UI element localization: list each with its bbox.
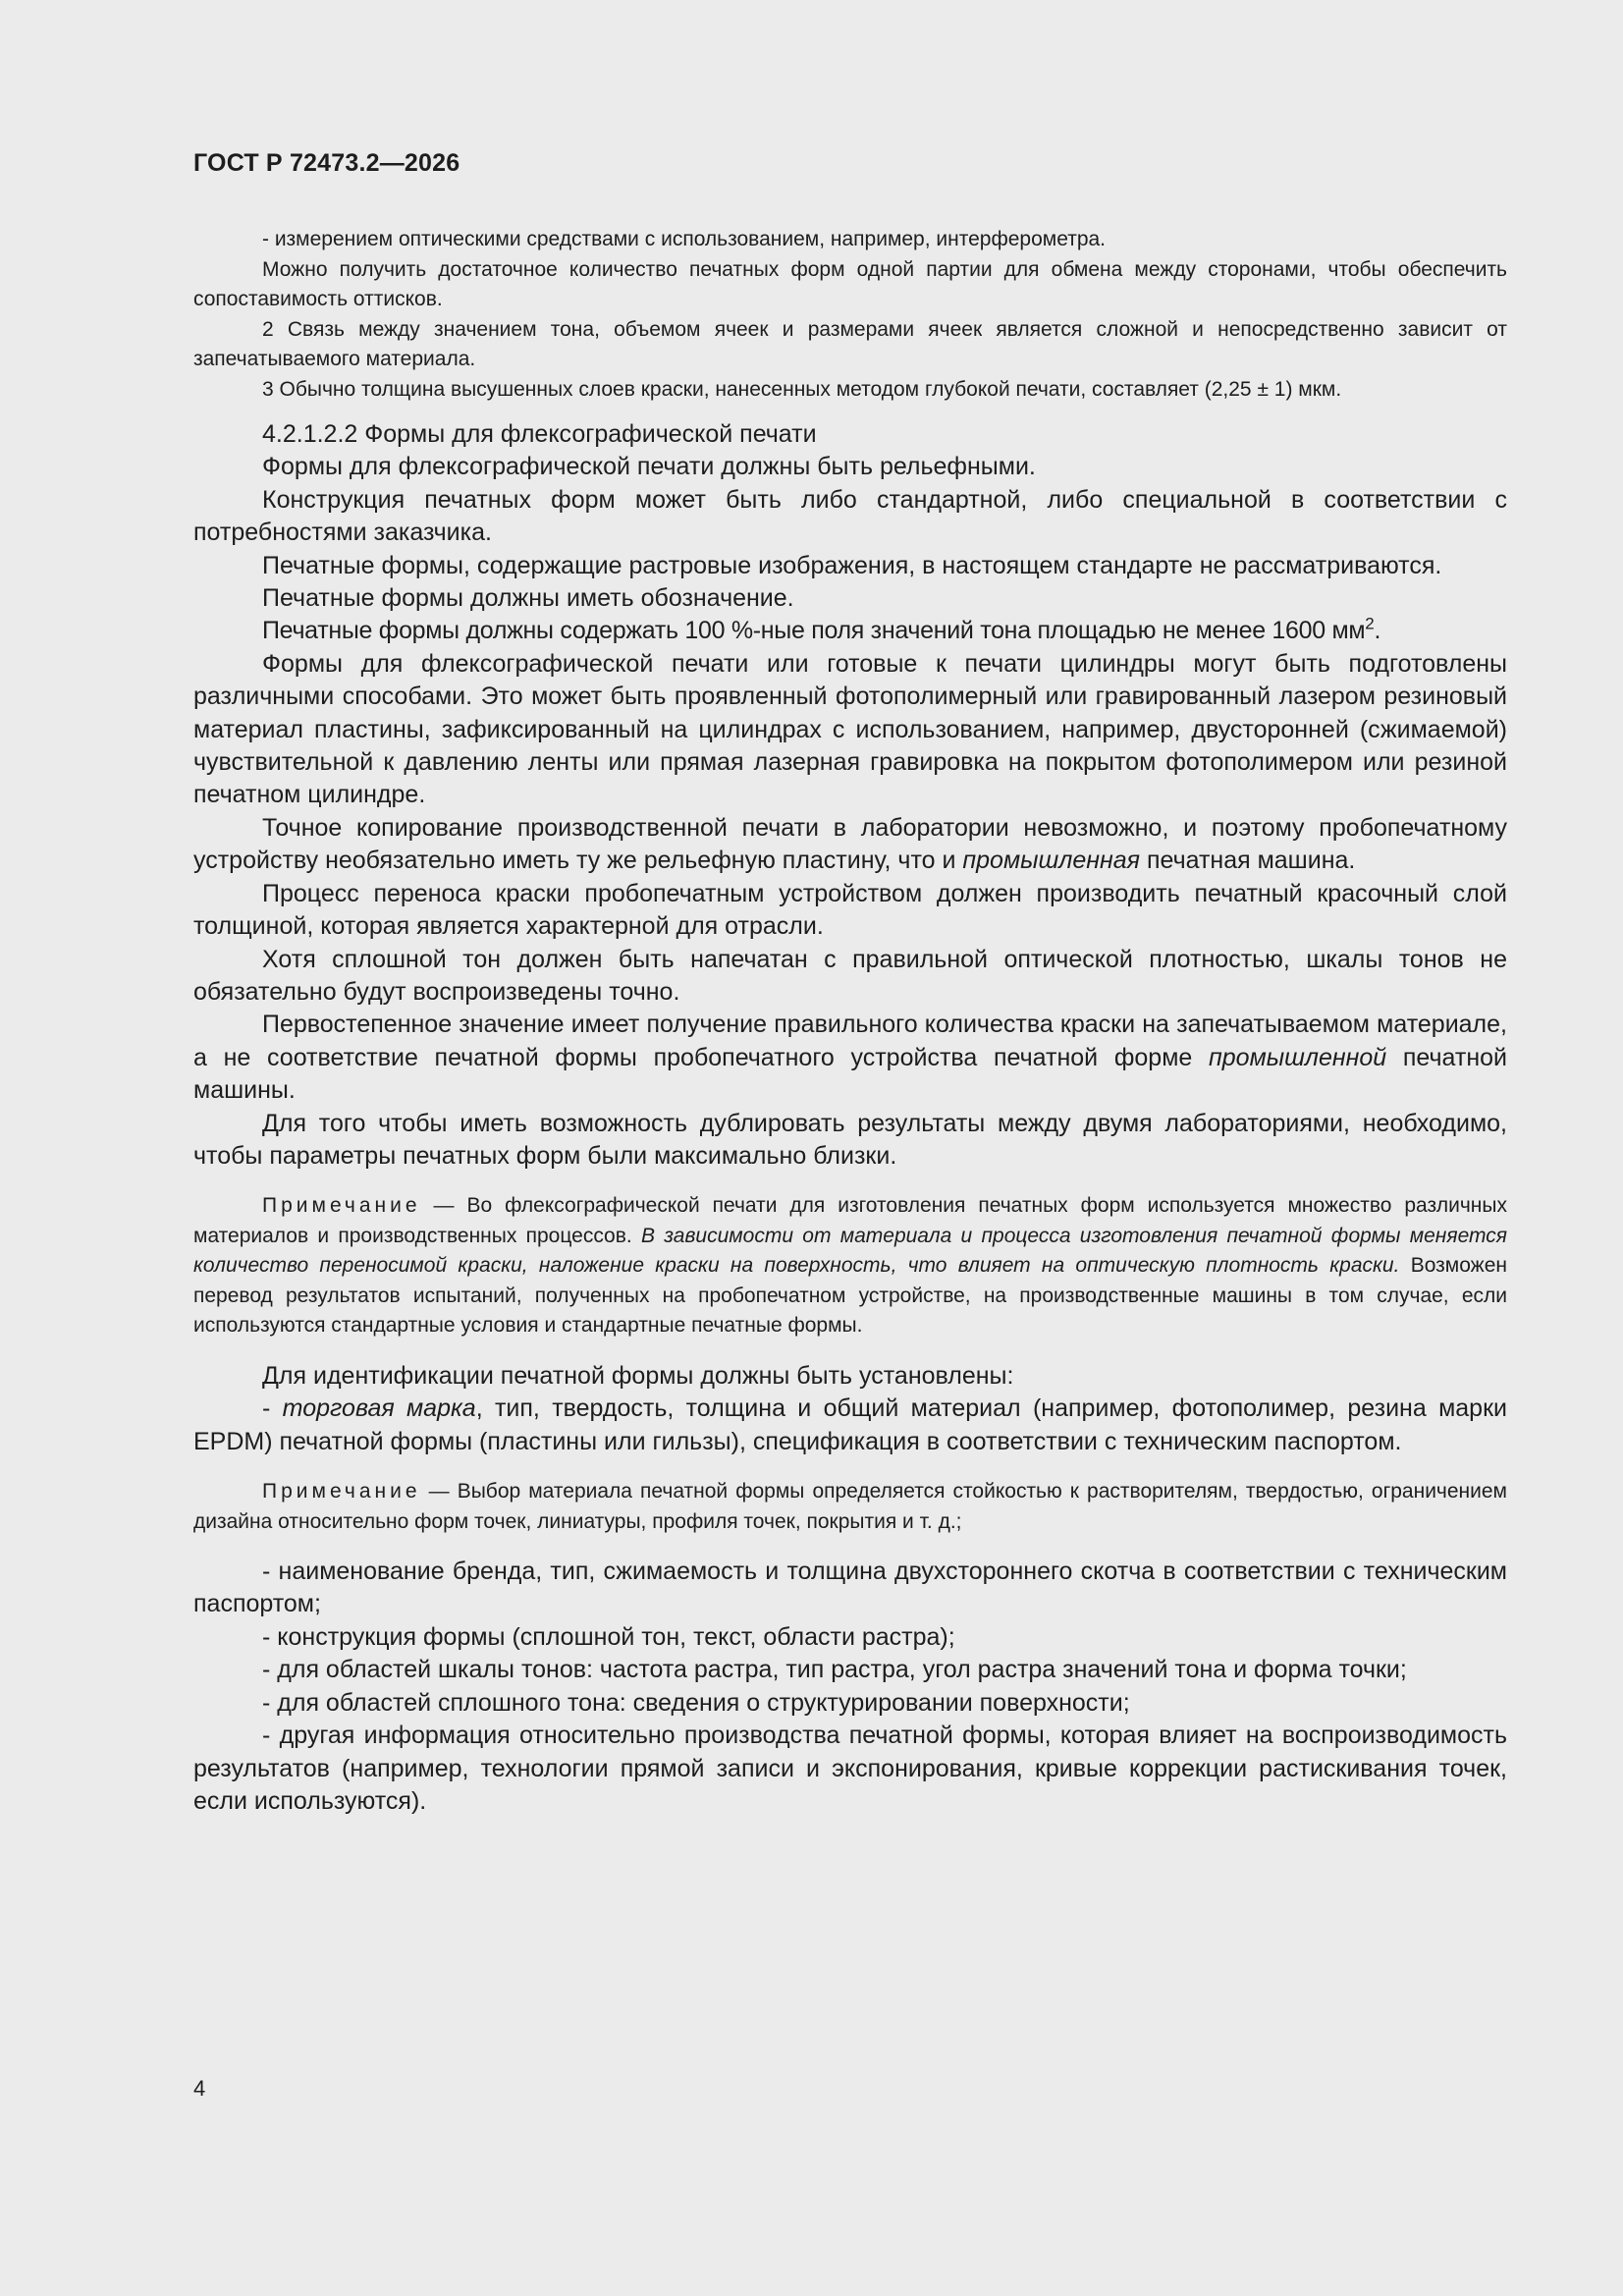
paragraph: [193, 615, 1507, 647]
paragraph: Процесс переноса краски пробопечатным устройством должен производить печатный красочный слой толщиной, которая является характерной для отрасли.: [193, 879, 1507, 941]
note-paragraph: [193, 1477, 1507, 1537]
text-run: Первостепенное значение имеет получение правильного количества краски на запечатываемом материале, а не соответствие печатной формы пробопечатного устройства печатной форме: [193, 1011, 1507, 1071]
paragraph: [193, 1009, 1507, 1107]
note-paragraph: Можно получить достаточное количество печатных форм одной партии для обмена между сторонами, чтобы обеспечить сопоставимость оттисков.: [193, 257, 1507, 310]
list-item: [193, 1393, 1507, 1458]
list-item: - конструкция формы (сплошной тон, текст, области растра);: [262, 1622, 955, 1651]
paragraph: Хотя сплошной тон должен быть напечатан с правильной оптической плотностью, шкалы тонов не обязательно будут воспроизведены точно.: [193, 945, 1507, 1006]
note-2: [193, 1477, 1507, 1537]
text-run: Выбор материала печатной формы определяется стойкостью к растворителям, твердостью, ограничением дизайна относительно форм точек, линиатуры, профиля точек, покрытия и т. д.;: [193, 1480, 1507, 1533]
paragraph-end: .: [1374, 617, 1381, 645]
italic-run: промышленная: [962, 847, 1141, 875]
paragraph: [193, 812, 1507, 878]
note-dash: —: [420, 1194, 467, 1218]
text-run: , тип, твердость, толщина и общий материал (например, фотополимер, резина марки EPDM) печатной формы (пластины или гильзы), спецификация в соответствии с техническим паспортом.: [193, 1394, 1507, 1455]
document-header: ГОСТ Р 72473.2—2026: [193, 149, 460, 177]
note-1: [193, 1191, 1507, 1341]
note-dash: —: [420, 1480, 458, 1503]
identification-list: [193, 1556, 1507, 1818]
paragraph: Печатные формы, содержащие растровые изображения, в настоящем стандарте не рассматриваются.: [262, 551, 1442, 579]
list-dash: -: [262, 1394, 283, 1423]
list-item: - наименование бренда, тип, сжимаемость и толщина двухстороннего скотча в соответствии с техническим паспортом;: [193, 1558, 1507, 1618]
italic-run: торговая марка: [282, 1394, 476, 1423]
text-run: печатная машина.: [1140, 847, 1356, 875]
note-label: Примечание: [262, 1480, 421, 1503]
note-3: 3 Обычно толщина высушенных слоев краски, нанесенных методом глубокой печати, составляет (2,25 ± 1) мкм.: [262, 377, 1342, 401]
list-item: - для областей сплошного тона: сведения о структурировании поверхности;: [262, 1688, 1130, 1717]
italic-run: В зависимости от материала и процесса изготовления печатной формы меняется количество переносимой краски, наложение краски на поверхность, что влияет на оптическую плотность краски.: [193, 1224, 1507, 1278]
identification-block: [193, 1360, 1507, 1458]
note-paragraph: [193, 1191, 1507, 1341]
text-run: Во флексографической печати для изготовления печатных форм используется множество различных материалов и производственных процессов.: [193, 1194, 1507, 1247]
page-number: 4: [193, 2076, 206, 2101]
top-notes: [193, 225, 1507, 405]
italic-run: промышленной: [1209, 1043, 1387, 1071]
paragraph: Печатные формы должны иметь обозначение.: [262, 584, 794, 613]
superscript: 2: [1365, 615, 1375, 634]
text-run: Возможен перевод результатов испытаний, полученных на пробопечатном устройстве, на производственные машины в том случае, если используются стандартные условия и стандартные печатные формы.: [193, 1254, 1507, 1338]
paragraph-text: Печатные формы должны содержать 100 %-ные поля значений тона площадью не менее 1600 мм: [262, 617, 1366, 645]
note-2: 2 Связь между значением тона, объемом ячеек и размерами ячеек является сложной и непосредственно зависит от запечатываемого материала.: [193, 317, 1507, 370]
note-label: Примечание: [262, 1194, 421, 1218]
paragraph: Формы для флексографической печати или готовые к печати цилиндры могут быть подготовлены различными способами. Это может быть проявленный фотополимерный или гравированный лазером резиновый материал пластины, зафиксированный на цилиндрах с использованием, например, двусторонней (сжимаемой) чувствительной к давлению ленты или прямая лазерная гравировка на покрытом фотополимером или резиной печатном цилиндре.: [193, 649, 1507, 809]
text-run: печатной машины.: [193, 1043, 1508, 1105]
note-list-item: - измерением оптическими средствами с использованием, например, интерферометра.: [262, 228, 1107, 250]
list-item: - другая информация относительно производства печатной формы, которая влияет на воспроизводимость результатов (например, технологии прямой записи и экспонирования, кривые коррекции растискивания точек, если используются).: [193, 1722, 1507, 1815]
paragraph: Формы для флексографической печати должны быть рельефными.: [262, 453, 1036, 481]
paragraph: Для того чтобы иметь возможность дублировать результаты между двумя лабораториями, необходимо, чтобы параметры печатных форм были максимально близки.: [193, 1109, 1507, 1170]
section-heading: 4.2.1.2.2 Формы для флексографической печати: [262, 420, 817, 448]
document-page: [193, 0, 1507, 2296]
paragraph: Конструкция печатных форм может быть либо стандартной, либо специальной в соответствии с потребностями заказчика.: [193, 485, 1507, 547]
page-content: [193, 225, 1507, 1818]
list-item: - для областей шкалы тонов: частота растра, тип растра, угол растра значений тона и форма точки;: [262, 1656, 1407, 1684]
section-flexo: [193, 418, 1507, 1173]
paragraph: Для идентификации печатной формы должны быть установлены:: [262, 1361, 1014, 1390]
text-run: Точное копирование производственной печати в лаборатории невозможно, и поэтому пробопечатному устройству необязательно иметь ту же рельефную пластину, что и: [193, 813, 1507, 875]
